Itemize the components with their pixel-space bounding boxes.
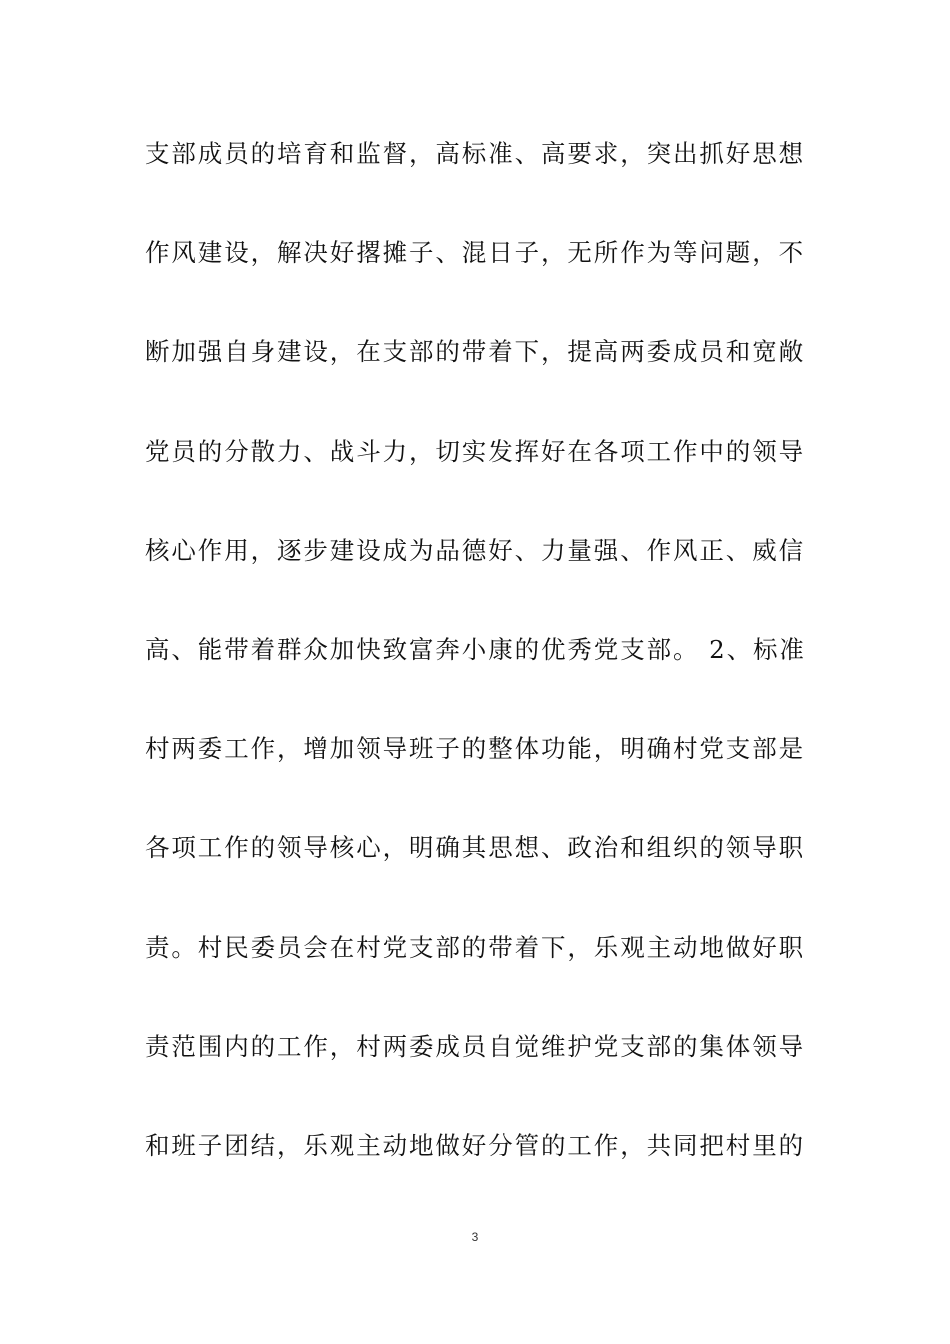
text-line: 责范围内的工作，村两委成员自觉维护党支部的集体领导 <box>145 1031 805 1061</box>
page-number: 3 <box>471 1230 479 1244</box>
text-line: 作风建设，解决好撂摊子、混日子，无所作为等问题，不 <box>145 238 805 268</box>
text-line: 断加强自身建设，在支部的带着下，提高两委成员和宽敞 <box>145 337 805 367</box>
text-line: 村两委工作，增加领导班子的整体功能，明确村党支部是 <box>145 734 805 764</box>
text-line: 各项工作的领导核心，明确其思想、政治和组织的领导职 <box>145 833 805 863</box>
text-line: 责。村民委员会在村党支部的带着下，乐观主动地做好职 <box>145 932 805 962</box>
body-text <box>145 126 815 1217</box>
text-line: 支部成员的培育和监督，高标准、高要求，突出抓好思想 <box>145 139 805 168</box>
text-line: 党员的分散力、战斗力，切实发挥好在各项工作中的领导 <box>145 436 805 466</box>
text-line: 和班子团结，乐观主动地做好分管的工作，共同把村里的 <box>145 1130 805 1160</box>
text-line: 核心作用，逐步建设成为品德好、力量强、作风正、威信 <box>145 535 805 565</box>
text-line: 高、能带着群众加快致富奔小康的优秀党支部。 2、标准 <box>145 634 806 664</box>
